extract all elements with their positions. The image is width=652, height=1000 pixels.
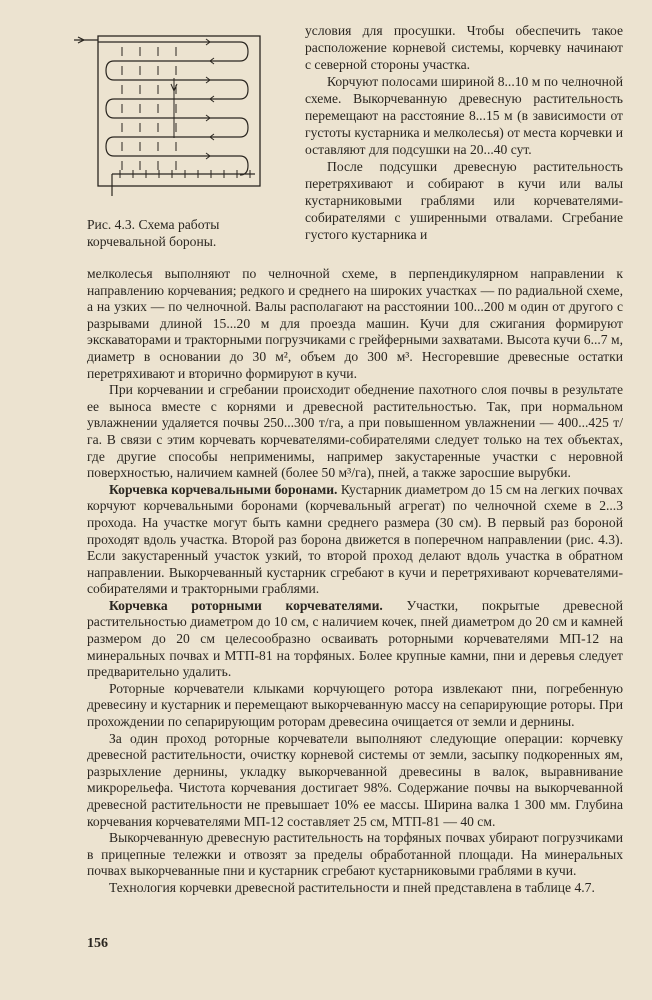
page-number: 156 — [87, 936, 108, 951]
main-text — [87, 266, 623, 897]
paragraph — [87, 598, 623, 681]
paragraph: Технология корчевки древесной растительности и пней представлена в таблице 4.7. — [109, 879, 595, 895]
harrow-scheme-figure — [70, 28, 280, 198]
paragraph: мелколесья выполняют по челночной схеме, в перпендикулярном направлении к направлению корчевания; редкого и среднего на широких участках — по радиальной схеме, а на узких — по челночной. Валы располагают на расстоянии 100...200 м один от другого с разрывами длиной 15...20 м для проезда машин. Кучи для сжигания формируют экскаваторами и тракторными погрузчиками с грейферными захватами. Высота кучи 6...7 м, диаметр в основании до 30 м², объем до 300 м³. Несгоревшие древесные остатки перетряхивают и вторично формируют в кучи. — [87, 266, 623, 381]
paragraph: За один проход роторные корчеватели выполняют следующие операции: корчевку древесной растительности, очистку корневой системы от земли, засыпку подкоренных ям, разрыхление дернины, укладку выкорчеванной древесины в валок, выравнивание микрорельефа. Чистота корчевания достигает 98%. Содержание почвы на выкорчеванной древесной растительности не превышает 10% ее массы. Ширина валка 1 300 мм. Глубина корчевания корчевателями МП-12 составляет 25 см, МТП-81 — 40 см. — [87, 730, 623, 829]
paragraph-text: Участки, покрытые древесной растительностью диаметром до 10 см, с наличием кочек, пней диаметром до 20 см и камней размером до 20 см целесообразно осваивать роторными корчевателями МП-12 на минеральных почвах и МТП-81 на торфяных. Более крупные камни, пни и деревья следует предварительно удалить. — [87, 597, 623, 680]
paragraph: условия для просушки. Чтобы обеспечить такое расположение корневой системы, корчевку начинают с северной стороны участка. — [305, 23, 623, 72]
paragraph: После подсушки древесную растительность перетряхивают и собирают в кучи или валы кустарниковыми граблями или корчевателями-собирателями с уширенными отвалами. Сгребание густого кустарника и — [305, 159, 623, 242]
figure-caption: Рис. 4.3. Схема работы корчевальной бороны. — [87, 217, 220, 249]
paragraph: Корчуют полосами шириной 8...10 м по челночной схеме. Выкорчеванную древесную растительность перемещают на расстояние 8...15 м (в зависимости от густоты кустарника и мелколесья) от места корчевки и оставляют для подсушки на 20...40 сут. — [305, 74, 623, 157]
section-heading: Корчевка корчевальными боронами. — [109, 481, 338, 497]
paragraph: Роторные корчеватели клыками корчующего ротора извлекают пни, погребенную древесину и кустарник и перемещают выкорчеванную массу на сепарирующие роторы. При прохождении по сепарирующим роторам древесина очищается от земли и дернины. — [87, 680, 623, 730]
paragraph-text: Кустарник диаметром до 15 см на легких почвах корчуют корчевальными боронами (корчевальный агрегат) по челночной схеме в 2...3 прохода. На участке могут быть камни среднего размера (30 см). В первый раз бороной проходят вдоль участка. Второй раз борона движется в поперечном направлении (рис. 4.3). Если закустаренный участок узкий, то второй проход делают вдоль участка в обратном направлении. Выкорчеванный кустарник сгребают в кучи и перетряхивают корчевателями-собирателями и тракторными граблями. — [87, 481, 623, 597]
paragraph: При корчевании и сгребании происходит обеднение пахотного слоя почвы в результате ее выноса вместе с корнями и древесной растительностью. Так, при нормальном увлажнении удаляется почвы 250...300 т/га, а при повышенном увлажнении — 400...425 т/га. В связи с этим корчевать корчевателями-собирателями следует только на тех объектах, где другие способы неприменимы, например закустаренные участки с неровной поверхностью, наличием камней (более 50 м³/га), пней, а также заросшие вырубки. — [87, 382, 623, 481]
paragraph — [87, 482, 623, 598]
paragraph: Выкорчеванную древесную растительность на торфяных почвах убирают погрузчиками в прицепные тележки и отвозят за пределы обработанной площади. На минеральных почвах выкорчеванные пни и кустарник сгребают кустарниковыми граблями в кучи. — [87, 830, 623, 879]
harrow-scheme-diagram — [70, 28, 280, 198]
shuttle-passes — [98, 39, 248, 175]
shuttle-path — [98, 42, 248, 175]
section-heading: Корчевка роторными корчевателями. — [109, 597, 383, 613]
right-column-text — [305, 22, 623, 243]
